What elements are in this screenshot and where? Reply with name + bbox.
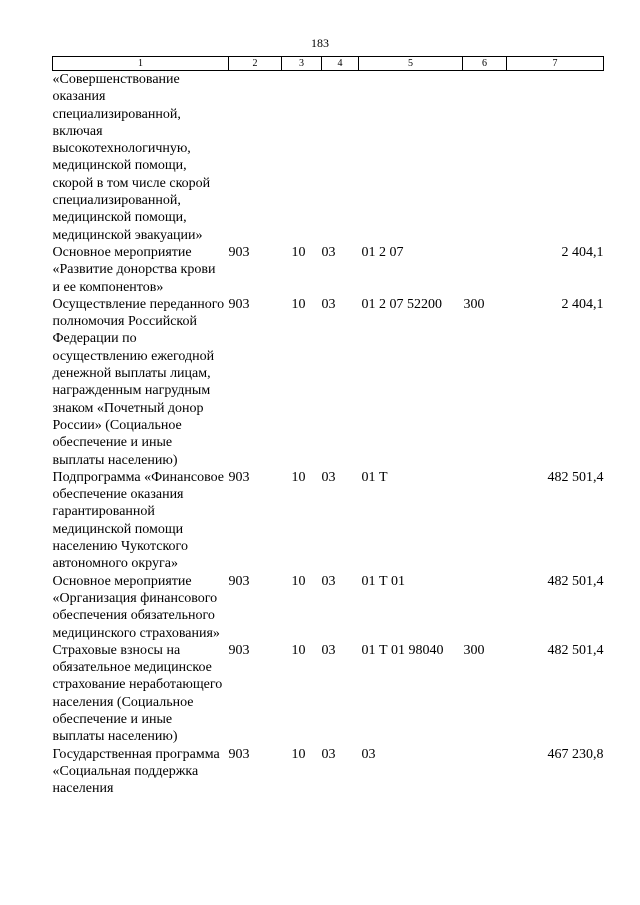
row-code-ministry: 903 [228, 296, 250, 312]
row-amount [507, 71, 604, 244]
row-name: Подпрограмма «Финансовое обеспечение оказания гарантированной медицинской помощи населению Чукотского автономного округа» [52, 469, 224, 572]
table-row [53, 642, 604, 746]
table-row [53, 71, 604, 244]
table-row [53, 469, 604, 573]
row-subsection: 03 [321, 296, 336, 312]
row-code-ministry: 903 [228, 244, 250, 260]
row-section [282, 71, 322, 244]
row-section: 10 [291, 573, 306, 589]
row-name: Осуществление переданного полномочия Российской Федерации по осуществлению ежегодной денежной выплаты лицам, награжденным нагрудным знаком «Почетный донор России» (Социальное обеспечение и иные выплаты населению) [52, 296, 225, 468]
row-target-article: 01 Т 01 [361, 573, 406, 589]
row-code-ministry: 903 [228, 746, 250, 762]
row-expense-type: 300 [463, 642, 485, 658]
row-subsection: 03 [321, 573, 336, 589]
column-header-1: 1 [53, 57, 229, 71]
row-amount: 467 230,8 [547, 746, 604, 762]
row-expense-type [463, 244, 507, 296]
row-subsection: 03 [321, 642, 336, 658]
row-code-ministry [229, 71, 282, 244]
table-row [53, 573, 604, 642]
row-subsection: 03 [321, 244, 336, 260]
row-expense-type: 300 [463, 296, 485, 312]
row-section: 10 [291, 746, 306, 762]
row-expense-type [463, 71, 507, 244]
row-section: 10 [291, 469, 306, 485]
row-subsection: 03 [321, 746, 336, 762]
row-name: Основное мероприятие «Развитие донорства крови и ее компонентов» [52, 244, 216, 295]
row-code-ministry: 903 [228, 573, 250, 589]
row-section: 10 [291, 642, 306, 658]
row-amount: 2 404,1 [561, 244, 604, 260]
row-code-ministry: 903 [228, 469, 250, 485]
row-section: 10 [291, 296, 306, 312]
column-header-6: 6 [463, 57, 507, 71]
row-subsection [322, 71, 359, 244]
row-name: Основное мероприятие «Организация финансового обеспечения обязательного медицинского страхования» [52, 573, 220, 641]
table-row [53, 746, 604, 798]
row-amount: 482 501,4 [547, 642, 604, 658]
table-row [53, 244, 604, 296]
row-target-article: 03 [361, 746, 376, 762]
row-target-article: 01 2 07 [361, 244, 404, 260]
column-header-7: 7 [507, 57, 604, 71]
row-subsection: 03 [321, 469, 336, 485]
row-name: «Совершенствование оказания специализированной, включая высокотехнологичную, медицинской помощи, скорой в том числе скорой специализированной, медицинской помощи, медицинской эвакуации» [52, 72, 211, 243]
row-expense-type [463, 746, 507, 798]
header-row [53, 57, 604, 71]
row-name: Страховые взносы на обязательное медицинское страхование неработающего населения (Социальное обеспечение и иные выплаты населению) [52, 642, 223, 745]
row-amount: 482 501,4 [547, 573, 604, 589]
row-target-article [359, 71, 463, 244]
row-name: Государственная программа «Социальная поддержка населения [52, 746, 220, 797]
row-expense-type [463, 469, 507, 573]
column-header-4: 4 [322, 57, 359, 71]
page-number: 183 [311, 36, 329, 50]
row-target-article: 01 Т 01 98040 [361, 642, 444, 658]
column-header-3: 3 [282, 57, 322, 71]
row-target-article: 01 Т [361, 469, 388, 485]
column-header-5: 5 [359, 57, 463, 71]
budget-table [52, 56, 604, 797]
row-amount: 482 501,4 [547, 469, 604, 485]
row-target-article: 01 2 07 52200 [361, 296, 442, 312]
table-row [53, 296, 604, 469]
row-expense-type [463, 573, 507, 642]
row-section: 10 [291, 244, 306, 260]
row-code-ministry: 903 [228, 642, 250, 658]
row-amount: 2 404,1 [561, 296, 604, 312]
column-header-2: 2 [229, 57, 282, 71]
